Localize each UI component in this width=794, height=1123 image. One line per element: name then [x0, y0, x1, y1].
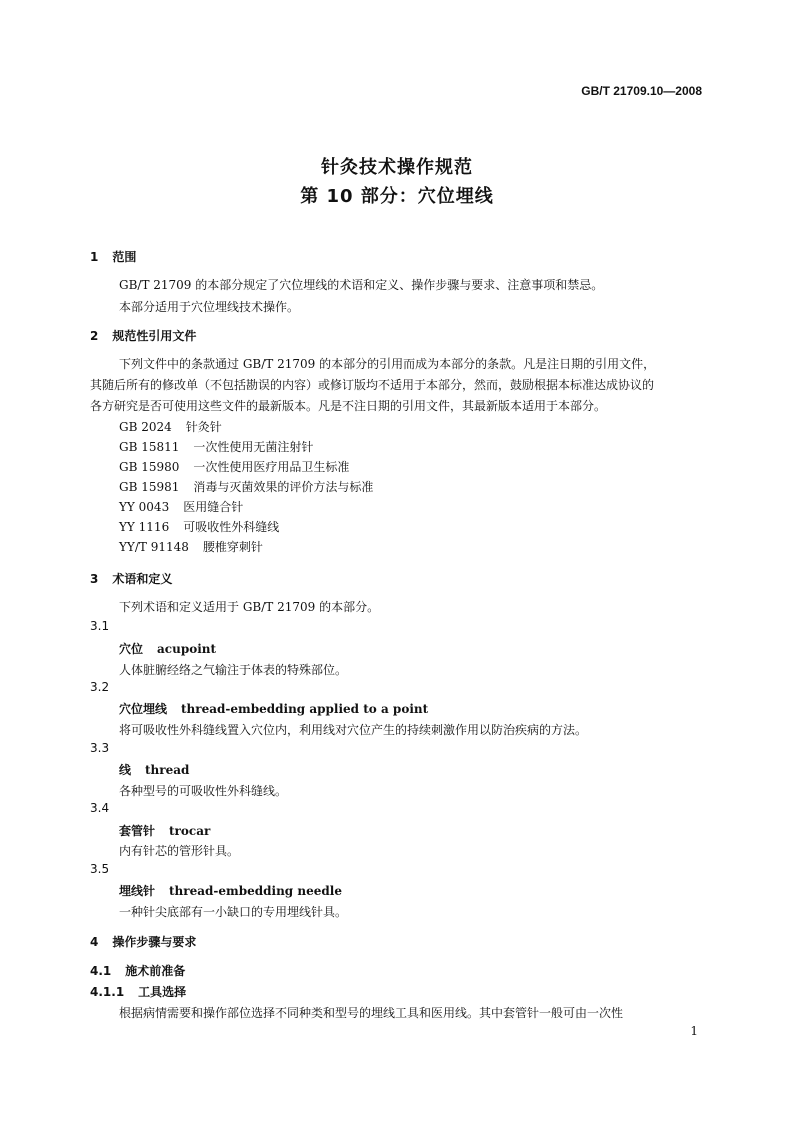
section-number: 3	[90, 572, 99, 586]
reference-item	[119, 458, 349, 475]
ref-code: GB 15811	[119, 440, 180, 454]
ref-name: 一次性使用医疗用品卫生标准	[193, 460, 350, 474]
subsubsection-heading	[90, 983, 186, 1000]
paragraph-line: 其随后所有的修改单（不包括勘误的内容）或修订版均不适用于本部分，然而，鼓励根据本标准达成协议的	[90, 378, 655, 392]
section-2-heading	[90, 327, 196, 344]
ref-code: YY 1116	[119, 520, 170, 534]
paragraph-line: 各方研究是否可使用这些文件的最新版本。凡是不注日期的引用文件，其最新版本适用于本部分。	[90, 399, 607, 413]
term-en: acupoint	[157, 642, 217, 656]
section-title: 术语和定义	[112, 572, 173, 586]
paragraph-line: 下列文件中的条款通过 GB/T 21709 的本部分的引用而成为本部分的条款。凡是注日期的引用文件，	[119, 357, 656, 371]
section-number: 1	[90, 250, 99, 264]
ref-name: 针灸针	[185, 420, 222, 434]
ref-name: 可吸收性外科缝线	[183, 520, 280, 534]
subsection-heading	[90, 962, 185, 979]
ref-name: 医用缝合针	[183, 500, 244, 514]
paragraph: GB/T 21709 的本部分规定了穴位埋线的术语和定义、操作步骤与要求、注意事项和禁忌。	[119, 278, 604, 292]
reference-item	[119, 418, 222, 435]
subsubsection-title: 工具选择	[138, 985, 187, 999]
subsection-number: 4.1	[90, 964, 112, 978]
ref-code: YY/T 91148	[119, 540, 189, 554]
term-zh: 穴位埋线	[119, 702, 168, 716]
term-definition: 将可吸收性外科缝线置入穴位内，利用线对穴位产生的持续刺激作用以防治疾病的方法。	[119, 723, 588, 737]
term-number: 3.3	[90, 741, 110, 755]
section-title: 范围	[112, 250, 137, 264]
term-number: 3.5	[90, 862, 110, 876]
reference-item	[119, 538, 263, 555]
term-zh: 线	[119, 763, 132, 777]
reference-item	[119, 518, 279, 535]
term-en: thread-embedding applied to a point	[181, 702, 429, 716]
term-number: 3.2	[90, 680, 110, 694]
ref-code: GB 2024	[119, 420, 172, 434]
term-en: trocar	[169, 824, 211, 838]
term-definition: 内有针芯的管形针具。	[119, 844, 240, 858]
term-zh: 穴位	[119, 642, 144, 656]
ref-code: GB 15980	[119, 460, 180, 474]
section-number: 2	[90, 329, 99, 343]
reference-item	[119, 438, 313, 455]
ref-name: 消毒与灭菌效果的评价方法与标准	[193, 480, 374, 494]
term-zh: 埋线针	[119, 884, 156, 898]
doc-subtitle: 第 10 部分：穴位埋线	[300, 186, 494, 207]
paragraph: 本部分适用于穴位埋线技术操作。	[119, 300, 300, 314]
term-heading	[119, 822, 210, 839]
ref-code: GB 15981	[119, 480, 180, 494]
term-number: 3.1	[90, 619, 110, 633]
term-heading	[119, 700, 428, 717]
page-number: 1	[690, 1024, 698, 1038]
paragraph-line: 根据病情需要和操作部位选择不同种类和型号的埋线工具和医用线。其中套管针一般可由一次性	[119, 1006, 624, 1020]
term-en: thread	[145, 763, 190, 777]
ref-code: YY 0043	[119, 500, 170, 514]
section-4-heading	[90, 933, 196, 950]
term-number: 3.4	[90, 801, 110, 815]
ref-name: 腰椎穿刺针	[202, 540, 263, 554]
term-zh: 套管针	[119, 824, 156, 838]
standard-code: GB/T 21709.10—2008	[581, 84, 702, 98]
term-heading	[119, 882, 342, 899]
term-en: thread-embedding needle	[169, 884, 342, 898]
term-definition: 各种型号的可吸收性外科缝线。	[119, 784, 288, 798]
paragraph: 下列术语和定义适用于 GB/T 21709 的本部分。	[119, 600, 380, 614]
section-title: 操作步骤与要求	[112, 935, 197, 949]
subsection-title: 施术前准备	[125, 964, 186, 978]
section-1-heading	[90, 248, 136, 265]
doc-title: 针灸技术操作规范	[321, 157, 473, 178]
reference-item	[119, 498, 243, 515]
term-definition: 一种针尖底部有一小缺口的专用埋线针具。	[119, 905, 348, 919]
subsubsection-number: 4.1.1	[90, 985, 125, 999]
section-title: 规范性引用文件	[112, 329, 197, 343]
section-number: 4	[90, 935, 99, 949]
section-3-heading	[90, 570, 172, 587]
reference-item	[119, 478, 373, 495]
term-definition: 人体脏腑经络之气输注于体表的特殊部位。	[119, 663, 348, 677]
term-heading	[119, 640, 216, 657]
term-heading	[119, 761, 189, 778]
ref-name: 一次性使用无菌注射针	[193, 440, 314, 454]
